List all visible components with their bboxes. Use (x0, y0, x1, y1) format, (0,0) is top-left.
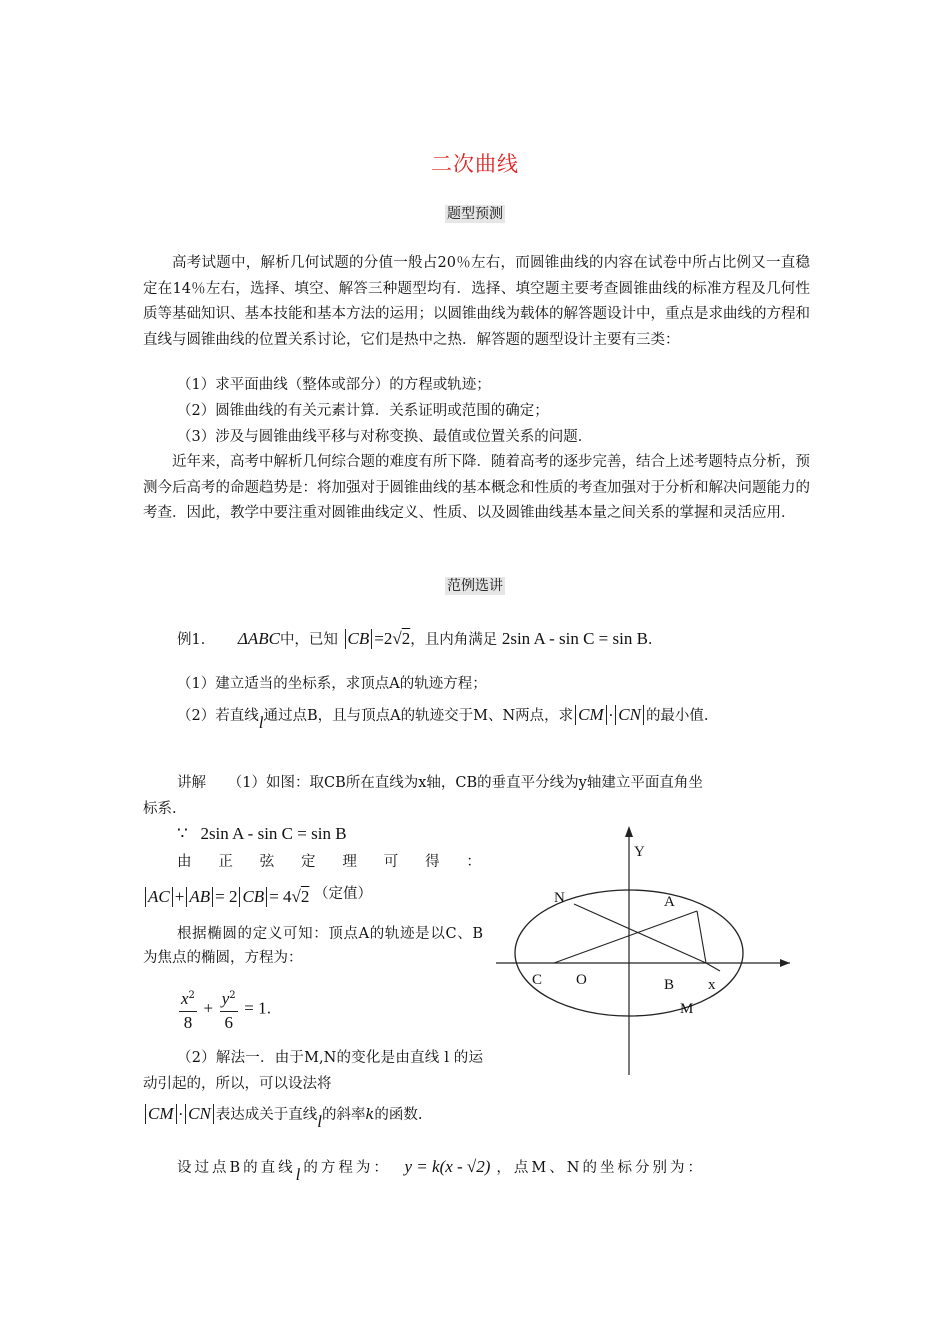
trend-paragraph: 近年来，高考中解析几何综合题的难度有所下降．随着高考的逐步完善，结合上述考题特点分析，预测今后高考的命题趋势是：将加强对于圆锥曲线的基本概念和性质的考查加强对于分析和解决问题能力的考查．因此，教学中要注重对圆锥曲线定义、性质、以及圆锥曲线基本量之间关系的掌握和灵活应用． (143, 454, 810, 522)
example-1-statement: 例1． ΔABC中，已知 CB =2√2，且内角满足 2sin A - sin C = sin B. (177, 629, 653, 648)
ellipse-figure (490, 820, 800, 1080)
label-M: M (680, 1001, 694, 1017)
question-2: （2）若直线l通过点B，且与顶点A的轨迹交于M、N两点，求 CM · CN 的最小值. (177, 705, 709, 732)
label-A: A (664, 894, 675, 910)
triangle-abc: ΔABC (237, 629, 280, 648)
label-N: N (554, 890, 565, 906)
label-x: x (708, 977, 716, 993)
solution-1-line-a: 讲解 （1）如图：取CB所在直线为x轴，CB的垂直平分线为y轴建立平面直角坐 (177, 775, 703, 791)
solution-2-tail: CM · CN 表达成关于直线l的斜率k的函数. (143, 1103, 422, 1133)
ellipse-equation: $\frac{x^2}{8}$ + $\frac{y^2}{6}$ = 1. (177, 985, 271, 1034)
ellipse-definition: 根据椭圆的定义可知：顶点A的轨迹是以C、B为焦点的椭圆，方程为： (143, 926, 483, 966)
label-Y: Y (634, 844, 645, 860)
type-item-1: （1）求平面曲线（整体或部分）的方程或轨迹； (177, 377, 491, 393)
label-O: O (576, 972, 587, 988)
label-B: B (664, 977, 675, 993)
solution-1-line-b: 标系. (143, 801, 177, 817)
intro-paragraph: 高考试题中，解析几何试题的分值一般占20％左右，而圆锥曲线的内容在试卷中所占比例又一直稳定在14％左右，选择、填空、解答三种题型均有．选择、填空题主要考查圆锥曲线的标准方程及几何性质等基础知识、基本技能和基本方法的运用；以圆锥曲线为载体的解答题设计中，重点是求曲线的方程和直线与圆锥曲线的位置关系讨论，它们是热中之热．解答题的题型设计主要有三类： (143, 255, 810, 349)
question-1: （1）建立适当的坐标系，求顶点A的轨迹方程； (177, 676, 487, 692)
type-item-2: （2）圆锥曲线的有关元素计算．关系证明或范围的确定； (177, 403, 549, 419)
because-line: ∵ 2sin A - sin C = sin B (177, 824, 347, 844)
label-C: C (532, 972, 543, 988)
segment-B-to-M (706, 963, 720, 971)
page-title: 二次曲线 (431, 152, 519, 176)
section-heading-examples: 范例选讲 (447, 578, 503, 594)
sum-distance-equation: AC + AB = 2 CB = 4√2 （定值） (143, 883, 372, 909)
segment-C-to-A (554, 911, 697, 963)
segment-A-to-B (697, 911, 706, 963)
line-equation-sentence: 设过点B的直线l的方程为： y = k(x - √2) ，点M、N的坐标分别为： (177, 1157, 705, 1184)
section-heading-prediction: 题型预测 (447, 206, 503, 222)
solution-2-text: （2）解法一．由于M,N的变化是由直线 l 的运动引起的，所以，可以设法将 (143, 1050, 483, 1092)
type-item-3: （3）涉及与圆锥曲线平移与对称变换、最值或位置关系的问题． (177, 429, 593, 445)
sine-law-line: 由 正 弦 定 理 可 得 ： (177, 854, 481, 870)
angle-condition: 2sin A - sin C = sin B (501, 629, 648, 648)
y-axis-arrow (625, 826, 633, 837)
segment-N-to-B (574, 904, 706, 963)
x-axis-arrow (780, 959, 790, 967)
